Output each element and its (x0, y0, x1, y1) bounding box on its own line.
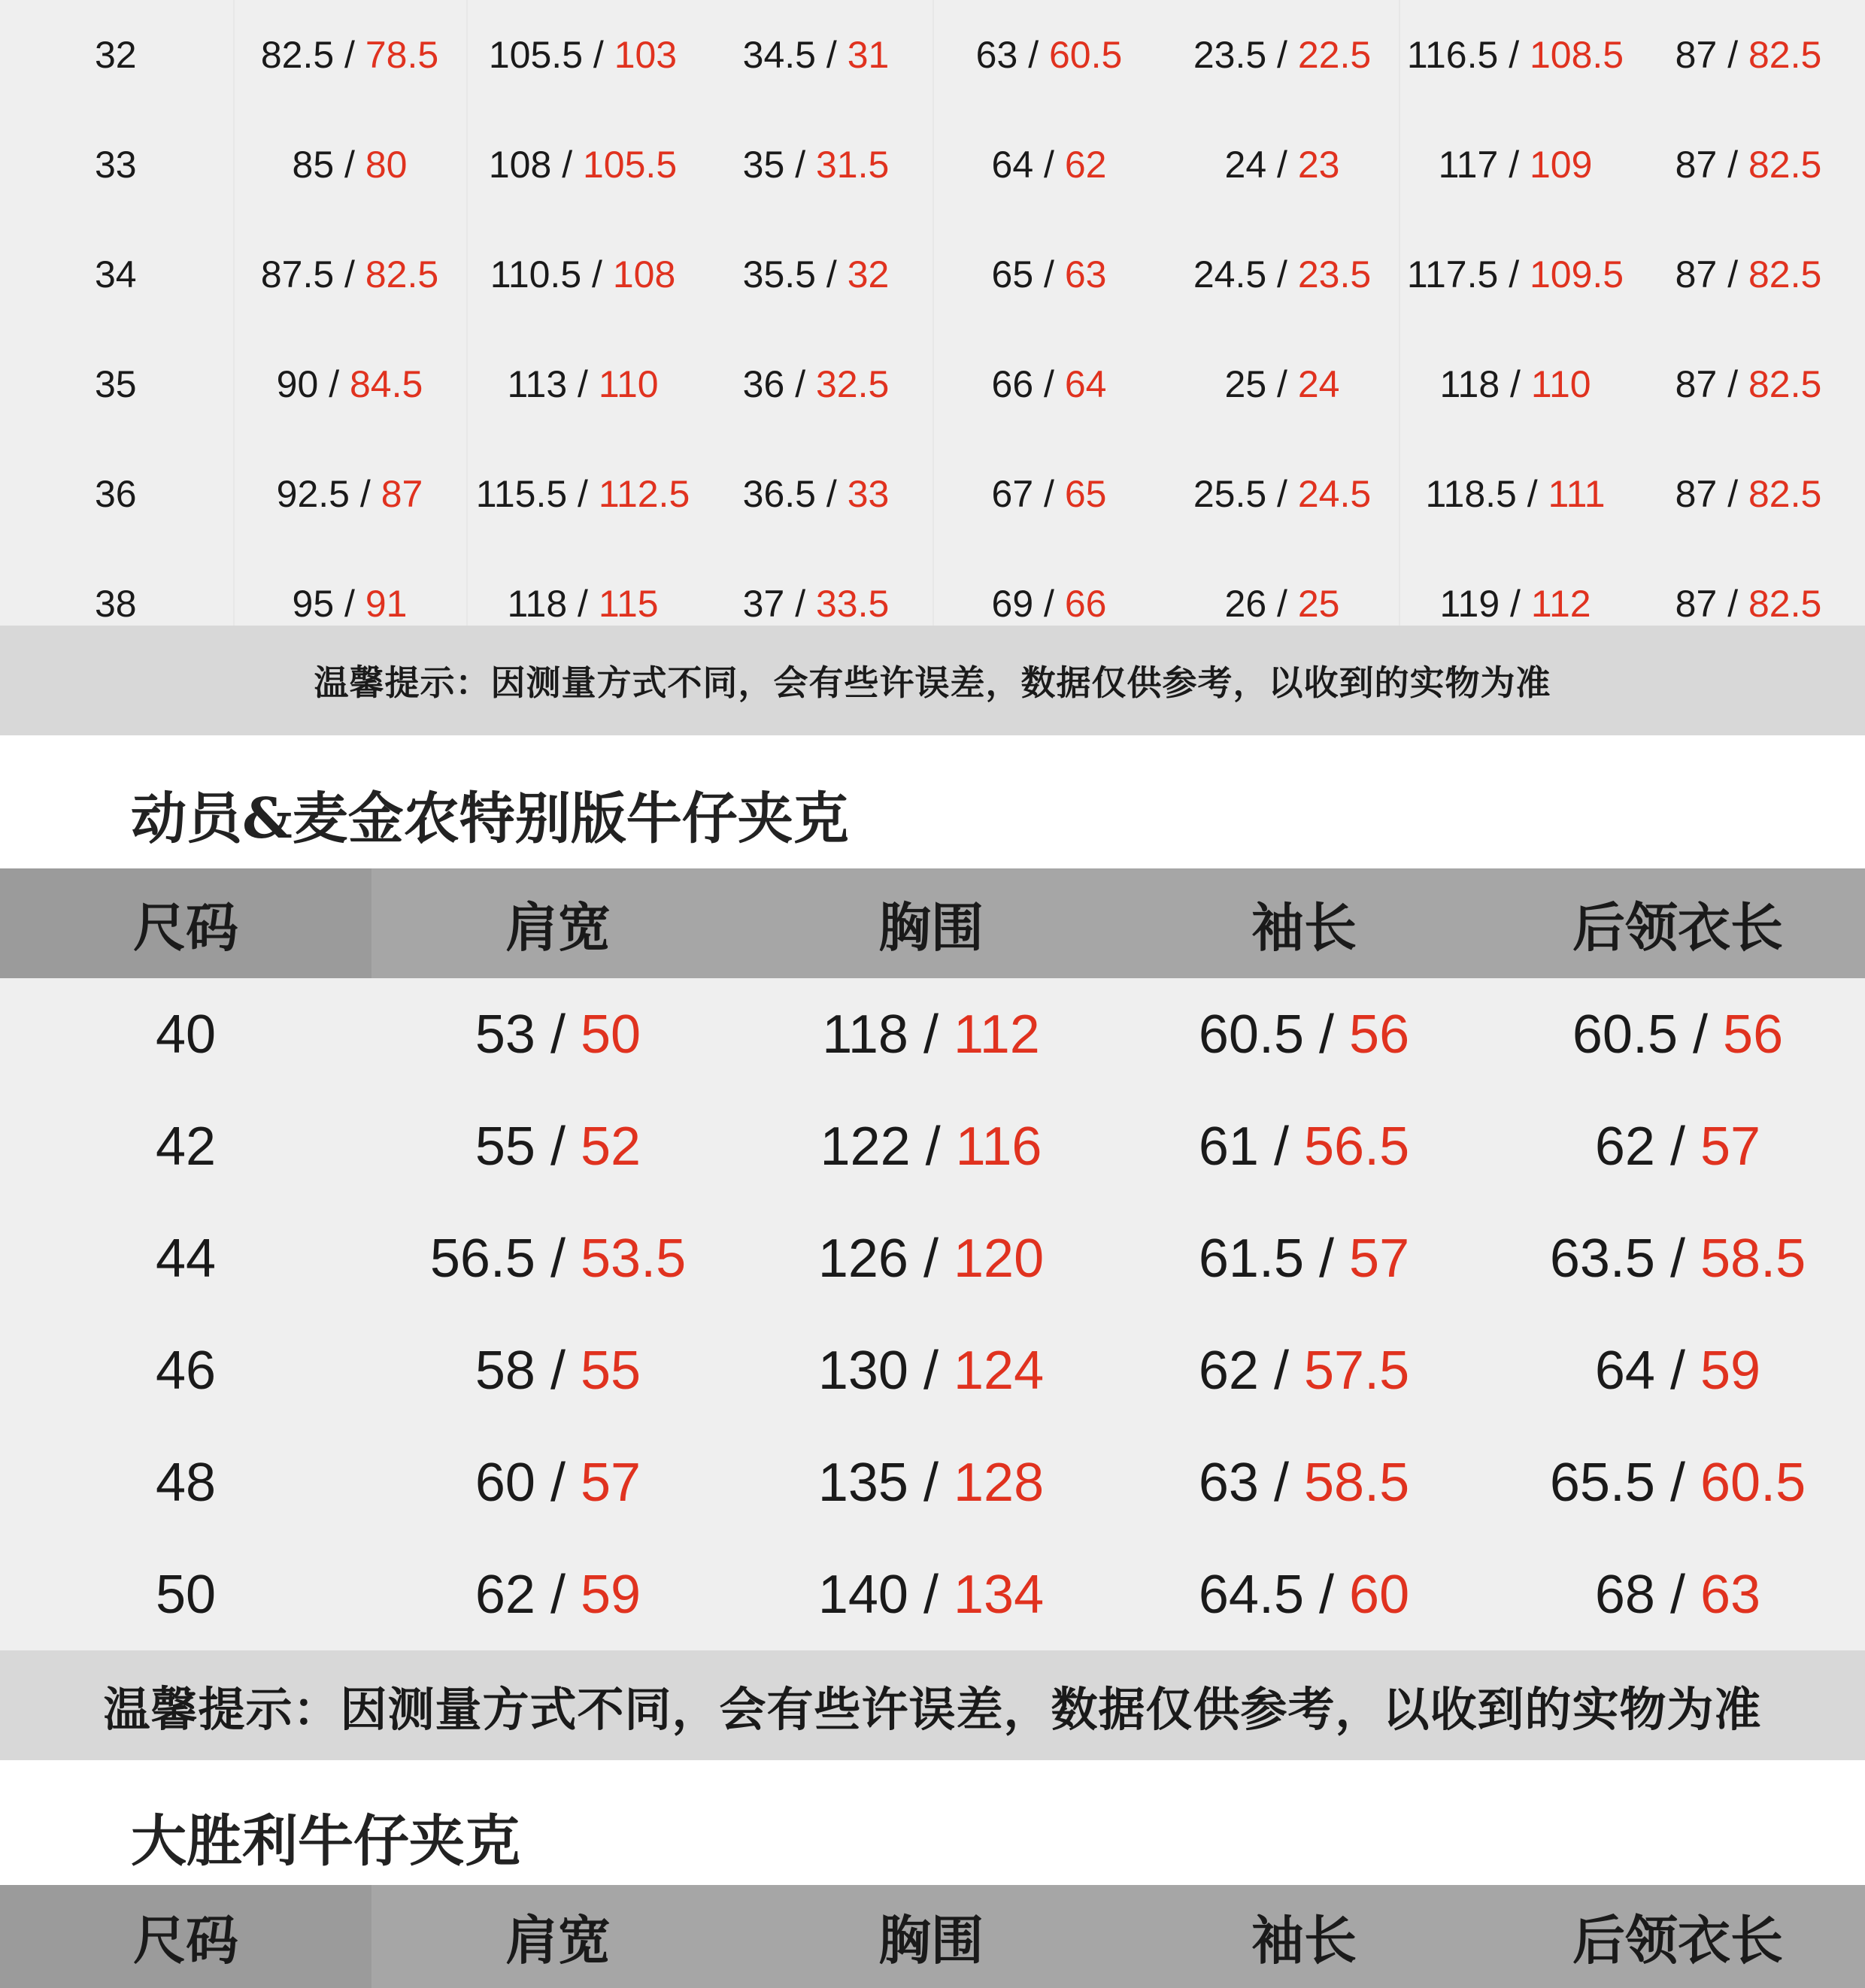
body-measurement: 90 (276, 363, 319, 405)
garment-measurement: 55 (581, 1340, 641, 1401)
body-measurement: 53 (475, 1004, 535, 1065)
measurement-tip: 温馨提示：因测量方式不同，会有些许误差，数据仅供参考，以收到的实物为准 (0, 626, 1865, 735)
measurement-cell (1632, 110, 1865, 220)
pants-table-body (0, 0, 1865, 626)
column-header: 肩宽 (505, 896, 611, 959)
value-separator: / (334, 583, 365, 625)
garment-measurement: 57 (1349, 1228, 1410, 1289)
body-measurement: 130 (817, 1340, 908, 1401)
garment-measurement: 24 (1297, 363, 1340, 405)
measurement-cell (933, 220, 1166, 329)
body-measurement: 60.5 (1572, 1004, 1679, 1065)
value-separator: / (1266, 34, 1298, 76)
section-title-special-jacket: 动员&麦金农特别版牛仔夹克 (131, 786, 849, 851)
body-measurement: 55 (475, 1116, 535, 1177)
measurement-cell (1399, 0, 1632, 110)
measurement-cell (1117, 1538, 1490, 1650)
value-separator: / (816, 253, 848, 295)
measurement-cell (699, 439, 933, 549)
garment-measurement: 23 (1297, 144, 1340, 186)
measurement-tip: 温馨提示：因测量方式不同，会有些许误差，数据仅供参考，以收到的实物为准 (0, 1650, 1865, 1760)
value-separator: / (535, 1228, 581, 1289)
value-separator: / (784, 144, 816, 186)
garment-measurement: 60.5 (1048, 34, 1123, 76)
column-header: 袖长 (1251, 896, 1357, 959)
garment-measurement: 57.5 (1303, 1340, 1410, 1401)
measurement-cell (1399, 220, 1632, 329)
body-measurement: 60 (475, 1452, 535, 1513)
measurement-cell (699, 220, 933, 329)
measurement-cell (233, 439, 466, 549)
column-header: 胸围 (878, 896, 984, 959)
measurement-cell (233, 329, 466, 439)
body-measurement: 126 (817, 1228, 908, 1289)
body-measurement: 116.5 (1406, 34, 1499, 76)
size-cell: 40 (155, 1004, 217, 1065)
value-separator: / (1498, 144, 1530, 186)
body-measurement: 82.5 (260, 34, 335, 76)
measurement-cell (699, 329, 933, 439)
garment-measurement: 111 (1548, 473, 1606, 515)
body-measurement: 117.5 (1406, 253, 1499, 295)
measurement-cell (1632, 439, 1865, 549)
garment-measurement: 32 (847, 253, 890, 295)
body-measurement: 62 (475, 1564, 535, 1625)
measurement-cell (466, 0, 699, 110)
size-cell: 44 (155, 1228, 217, 1289)
measurement-cell (1490, 1090, 1865, 1202)
value-separator: / (1266, 144, 1298, 186)
measurement-cell (466, 110, 699, 220)
body-measurement: 61 (1198, 1116, 1259, 1177)
garment-measurement: 82.5 (1748, 583, 1822, 625)
measurement-cell (1399, 439, 1632, 549)
column-header: 后领衣长 (1572, 896, 1783, 959)
measurement-cell (699, 0, 933, 110)
measurement-cell (1166, 439, 1399, 549)
value-separator: / (334, 144, 365, 186)
garment-measurement: 52 (581, 1116, 641, 1177)
measurement-cell (233, 110, 466, 220)
value-separator: / (581, 253, 613, 295)
body-measurement: 63.5 (1549, 1228, 1655, 1289)
body-measurement: 63 (975, 34, 1018, 76)
value-separator: / (1654, 1340, 1700, 1401)
garment-measurement: 31 (847, 34, 890, 76)
garment-measurement: 82.5 (1748, 363, 1822, 405)
value-separator: / (567, 473, 599, 515)
body-measurement: 58 (475, 1340, 535, 1401)
measurement-cell (1399, 329, 1632, 439)
garment-measurement: 33.5 (815, 583, 890, 625)
size-cell: 36 (95, 473, 137, 515)
value-separator: / (1266, 473, 1298, 515)
column-header: 肩宽 (505, 1910, 611, 1971)
body-measurement: 64 (1594, 1340, 1655, 1401)
body-measurement: 60.5 (1198, 1004, 1305, 1065)
measurement-cell (1490, 1426, 1865, 1538)
value-separator: / (1258, 1452, 1304, 1513)
column-header: 后领衣长 (1572, 1910, 1783, 1971)
garment-measurement: 62 (1064, 144, 1107, 186)
measurement-cell (933, 329, 1166, 439)
value-separator: / (1033, 363, 1065, 405)
measurement-cell (1117, 978, 1490, 1090)
body-measurement: 36.5 (742, 473, 816, 515)
measurement-cell (933, 0, 1166, 110)
value-separator: / (1304, 1228, 1350, 1289)
body-measurement: 25 (1224, 363, 1267, 405)
value-separator: / (1717, 144, 1748, 186)
value-separator: / (535, 1564, 581, 1625)
value-separator: / (1266, 583, 1298, 625)
value-separator: / (567, 363, 599, 405)
value-separator: / (1654, 1116, 1700, 1177)
value-separator: / (1654, 1228, 1700, 1289)
size-cell: 46 (155, 1340, 217, 1401)
garment-measurement: 58.5 (1700, 1228, 1806, 1289)
body-measurement: 67 (991, 473, 1034, 515)
garment-measurement: 109.5 (1529, 253, 1624, 295)
body-measurement: 87 (1675, 363, 1718, 405)
garment-measurement: 25 (1297, 583, 1340, 625)
garment-measurement: 63 (1064, 253, 1107, 295)
value-separator: / (1500, 583, 1531, 625)
garment-measurement: 57 (1700, 1116, 1761, 1177)
measurement-cell (371, 1426, 744, 1538)
value-separator: / (1304, 1564, 1350, 1625)
garment-measurement: 82.5 (1748, 144, 1822, 186)
body-measurement: 37 (742, 583, 785, 625)
garment-measurement: 87 (381, 473, 423, 515)
body-measurement: 118.5 (1425, 473, 1517, 515)
body-measurement: 119 (1439, 583, 1500, 625)
garment-measurement: 53.5 (581, 1228, 687, 1289)
garment-measurement: 64 (1064, 363, 1107, 405)
garment-measurement: 66 (1064, 583, 1107, 625)
victory-jacket-header-row (0, 1885, 1865, 1988)
body-measurement: 135 (817, 1452, 908, 1513)
body-measurement: 56.5 (429, 1228, 535, 1289)
garment-measurement: 32.5 (815, 363, 890, 405)
measurement-cell (744, 1202, 1117, 1314)
value-separator: / (784, 363, 816, 405)
body-measurement: 140 (817, 1564, 908, 1625)
measurement-cell (466, 329, 699, 439)
garment-measurement: 59 (1700, 1340, 1761, 1401)
garment-measurement: 84.5 (349, 363, 423, 405)
garment-measurement: 56 (1723, 1004, 1784, 1065)
body-measurement: 64.5 (1198, 1564, 1305, 1625)
value-separator: / (1498, 34, 1530, 76)
body-measurement: 87 (1675, 253, 1718, 295)
garment-measurement: 103 (614, 34, 678, 76)
garment-measurement: 116 (955, 1116, 1042, 1177)
body-measurement: 35.5 (742, 253, 816, 295)
body-measurement: 62 (1198, 1340, 1259, 1401)
body-measurement: 118 (822, 1004, 908, 1065)
size-cell: 50 (155, 1564, 217, 1625)
measurement-cell (1117, 1090, 1490, 1202)
garment-measurement: 31.5 (815, 144, 890, 186)
garment-measurement: 60.5 (1700, 1452, 1806, 1513)
measurement-cell (1490, 1538, 1865, 1650)
measurement-cell (1490, 1314, 1865, 1426)
value-separator: / (1258, 1116, 1304, 1177)
value-separator: / (334, 253, 365, 295)
column-header: 袖长 (1251, 1910, 1357, 1971)
size-cell: 32 (95, 34, 137, 76)
body-measurement: 66 (991, 363, 1034, 405)
value-separator: / (1516, 473, 1548, 515)
body-measurement: 87 (1675, 144, 1718, 186)
body-measurement: 24 (1224, 144, 1267, 186)
measurement-cell (933, 439, 1166, 549)
body-measurement: 63 (1198, 1452, 1259, 1513)
measurement-cell (1166, 110, 1399, 220)
value-separator: / (816, 34, 848, 76)
body-measurement: 92.5 (276, 473, 350, 515)
body-measurement: 87.5 (260, 253, 335, 295)
body-measurement: 65 (991, 253, 1034, 295)
value-separator: / (908, 1340, 954, 1401)
garment-measurement: 110 (1530, 363, 1591, 405)
measurement-cell (744, 1426, 1117, 1538)
measurement-cell (1490, 1202, 1865, 1314)
garment-measurement: 59 (581, 1564, 641, 1625)
garment-measurement: 63 (1700, 1564, 1761, 1625)
value-separator: / (1717, 583, 1748, 625)
body-measurement: 24.5 (1193, 253, 1267, 295)
value-separator: / (350, 473, 381, 515)
garment-measurement: 82.5 (1748, 473, 1822, 515)
measurement-cell (744, 1090, 1117, 1202)
measurement-cell (1632, 329, 1865, 439)
measurement-cell (1117, 1202, 1490, 1314)
size-cell: 33 (95, 144, 137, 186)
garment-measurement: 56 (1349, 1004, 1410, 1065)
measurement-cell (1399, 110, 1632, 220)
measurement-cell (233, 0, 466, 110)
section-title-victory-jacket: 大胜利牛仔夹克 (131, 1809, 520, 1874)
garment-measurement: 60 (1349, 1564, 1410, 1625)
value-separator: / (567, 583, 599, 625)
measurement-cell (1490, 978, 1865, 1090)
garment-measurement: 82.5 (1748, 34, 1822, 76)
size-cell: 42 (155, 1116, 217, 1177)
garment-measurement: 112.5 (598, 473, 690, 515)
measurement-cell (1632, 0, 1865, 110)
garment-measurement: 115 (598, 583, 659, 625)
value-separator: / (318, 363, 350, 405)
value-separator: / (1654, 1564, 1700, 1625)
garment-measurement: 82.5 (365, 253, 439, 295)
value-separator: / (1498, 253, 1530, 295)
garment-measurement: 108 (612, 253, 676, 295)
garment-measurement: 124 (954, 1340, 1045, 1401)
column-header: 胸围 (878, 1910, 984, 1971)
garment-measurement: 57 (581, 1452, 641, 1513)
value-separator: / (910, 1116, 956, 1177)
body-measurement: 23.5 (1193, 34, 1267, 76)
value-separator: / (1033, 583, 1065, 625)
value-separator: / (1717, 473, 1748, 515)
body-measurement: 69 (991, 583, 1034, 625)
garment-measurement: 24.5 (1297, 473, 1372, 515)
body-measurement: 36 (742, 363, 785, 405)
body-measurement: 118 (507, 583, 568, 625)
size-cell: 35 (95, 363, 137, 405)
measurement-cell (699, 110, 933, 220)
body-measurement: 87 (1675, 473, 1718, 515)
value-separator: / (1017, 34, 1049, 76)
value-separator: / (1717, 363, 1748, 405)
garment-measurement: 91 (365, 583, 408, 625)
body-measurement: 61.5 (1198, 1228, 1305, 1289)
body-measurement: 105.5 (488, 34, 583, 76)
measurement-cell (371, 1538, 744, 1650)
value-separator: / (535, 1116, 581, 1177)
garment-measurement: 78.5 (365, 34, 439, 76)
garment-measurement: 120 (954, 1228, 1045, 1289)
garment-measurement: 65 (1064, 473, 1107, 515)
value-separator: / (908, 1564, 954, 1625)
value-separator: / (908, 1004, 954, 1065)
measurement-cell (1166, 220, 1399, 329)
measurement-cell (371, 1314, 744, 1426)
body-measurement: 118 (1439, 363, 1500, 405)
value-separator: / (535, 1452, 581, 1513)
column-header-size: 尺码 (0, 868, 371, 978)
measurement-cell (466, 220, 699, 329)
value-separator: / (1033, 253, 1065, 295)
measurement-cell (371, 1090, 744, 1202)
body-measurement: 115.5 (475, 473, 568, 515)
value-separator: / (908, 1228, 954, 1289)
body-measurement: 110.5 (490, 253, 582, 295)
garment-measurement: 33 (847, 473, 890, 515)
value-separator: / (334, 34, 365, 76)
value-separator: / (816, 473, 848, 515)
garment-measurement: 109 (1529, 144, 1593, 186)
measurement-cell (744, 1314, 1117, 1426)
body-measurement: 34.5 (742, 34, 816, 76)
garment-measurement: 110 (598, 363, 659, 405)
value-separator: / (908, 1452, 954, 1513)
measurement-cell (933, 110, 1166, 220)
body-measurement: 64 (991, 144, 1034, 186)
value-separator: / (583, 34, 614, 76)
garment-measurement: 82.5 (1748, 253, 1822, 295)
measurement-cell (371, 1202, 744, 1314)
measurement-cell (1632, 220, 1865, 329)
measurement-cell (371, 978, 744, 1090)
garment-measurement: 112 (1530, 583, 1591, 625)
body-measurement: 122 (820, 1116, 911, 1177)
body-measurement: 26 (1224, 583, 1267, 625)
measurement-cell (1166, 329, 1399, 439)
size-cell: 34 (95, 253, 137, 295)
value-separator: / (551, 144, 583, 186)
special-jacket-table-body (0, 978, 1865, 1650)
value-separator: / (1266, 363, 1298, 405)
value-separator: / (1717, 34, 1748, 76)
measurement-cell (1117, 1314, 1490, 1426)
body-measurement: 35 (742, 144, 785, 186)
value-separator: / (1678, 1004, 1724, 1065)
body-measurement: 108 (488, 144, 552, 186)
garment-measurement: 134 (954, 1564, 1045, 1625)
measurement-cell (1117, 1426, 1490, 1538)
value-separator: / (1717, 253, 1748, 295)
body-measurement: 85 (292, 144, 335, 186)
body-measurement: 62 (1594, 1116, 1655, 1177)
value-separator: / (784, 583, 816, 625)
garment-measurement: 56.5 (1303, 1116, 1410, 1177)
body-measurement: 113 (507, 363, 568, 405)
measurement-cell (744, 1538, 1117, 1650)
special-jacket-header-row (0, 868, 1865, 978)
body-measurement: 65.5 (1549, 1452, 1655, 1513)
column-header-size: 尺码 (0, 1885, 371, 1988)
body-measurement: 95 (292, 583, 335, 625)
body-measurement: 68 (1594, 1564, 1655, 1625)
garment-measurement: 80 (365, 144, 408, 186)
garment-measurement: 22.5 (1297, 34, 1372, 76)
garment-measurement: 128 (954, 1452, 1045, 1513)
value-separator: / (1304, 1004, 1350, 1065)
garment-measurement: 108.5 (1529, 34, 1624, 76)
garment-measurement: 50 (581, 1004, 641, 1065)
garment-measurement: 23.5 (1297, 253, 1372, 295)
value-separator: / (1654, 1452, 1700, 1513)
value-separator: / (535, 1004, 581, 1065)
garment-measurement: 112 (954, 1004, 1040, 1065)
value-separator: / (1258, 1340, 1304, 1401)
measurement-cell (466, 439, 699, 549)
value-separator: / (1033, 144, 1065, 186)
value-separator: / (1266, 253, 1298, 295)
body-measurement: 117 (1438, 144, 1499, 186)
body-measurement: 25.5 (1193, 473, 1267, 515)
measurement-cell (233, 220, 466, 329)
size-cell: 38 (95, 583, 137, 625)
value-separator: / (1500, 363, 1531, 405)
measurement-cell (1166, 0, 1399, 110)
body-measurement: 87 (1675, 34, 1718, 76)
body-measurement: 87 (1675, 583, 1718, 625)
garment-measurement: 105.5 (583, 144, 678, 186)
size-cell: 48 (155, 1452, 217, 1513)
measurement-cell (744, 978, 1117, 1090)
value-separator: / (535, 1340, 581, 1401)
value-separator: / (1033, 473, 1065, 515)
garment-measurement: 58.5 (1303, 1452, 1410, 1513)
